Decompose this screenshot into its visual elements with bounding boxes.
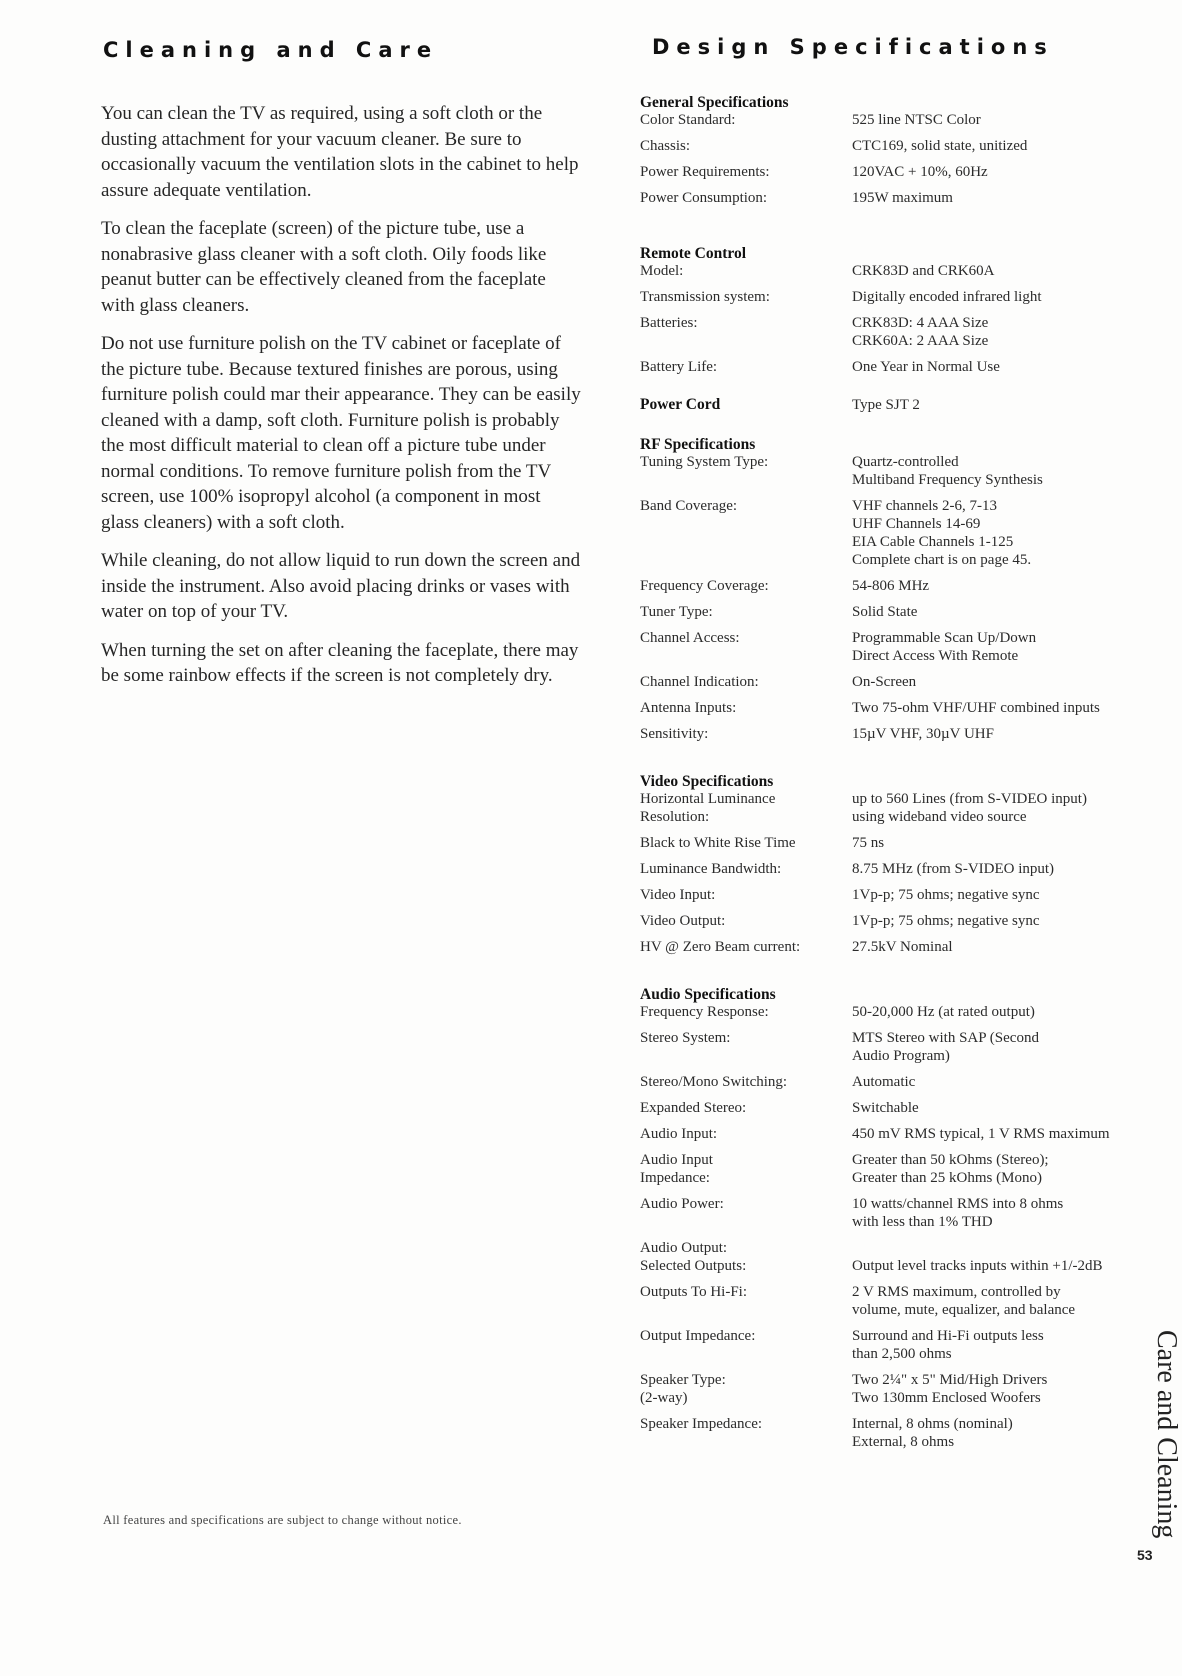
spec-label: Chassis:: [640, 138, 691, 154]
spec-label: Channel Access:: [640, 630, 740, 646]
spec-value: Switchable: [852, 1100, 919, 1116]
spec-row: [640, 1327, 1160, 1363]
spec-row: [640, 497, 1160, 569]
spec-value: 15µV VHF, 30µV UHF: [852, 726, 994, 742]
spec-label: Output Impedance:: [640, 1328, 756, 1344]
spec-value: VHF channels 2-6, 7-13 UHF Channels 14-69 EIA Cable Channels 1-125 Complete chart is on page 45.: [852, 498, 1032, 568]
spec-label: Batteries:: [640, 315, 698, 331]
section-title: Video Specifications: [640, 773, 774, 790]
spec-label: Frequency Coverage:: [640, 578, 769, 594]
spec-row: [640, 577, 1160, 595]
spec-label: Luminance Bandwidth:: [640, 861, 782, 877]
spec-value: Two 2¼" x 5" Mid/High Drivers Two 130mm Enclosed Woofers: [852, 1372, 1048, 1406]
spec-row: [640, 860, 1160, 878]
spec-value: 525 line NTSC Color: [852, 112, 981, 128]
spec-value: Greater than 50 kOhms (Stereo); Greater than 25 kOhms (Mono): [852, 1152, 1049, 1186]
section-title: General Specifications: [640, 94, 789, 111]
spec-row: [640, 189, 1160, 207]
spec-row: [640, 912, 1160, 930]
section-title: Audio Specifications: [640, 986, 776, 1003]
spec-value: Solid State: [852, 604, 918, 620]
spec-label: Speaker Impedance:: [640, 1416, 763, 1432]
spec-value: 50-20,000 Hz (at rated output): [852, 1004, 1035, 1020]
spec-label: Tuning System Type:: [640, 454, 769, 470]
cleaning-care-text: [101, 101, 583, 702]
spec-row: [640, 629, 1160, 665]
spec-row: [640, 886, 1160, 904]
section-side-tab: Care and Cleaning: [1151, 1330, 1182, 1539]
spec-row: [640, 453, 1160, 489]
cleaning-paragraph: To clean the faceplate (screen) of the picture tube, use a nonabrasive glass cleaner with a soft cloth. Oily foods like peanut butter can be effectively cleaned from the faceplate with glass cleaners.: [101, 218, 547, 316]
spec-value: 195W maximum: [852, 190, 953, 206]
power-cord-section: [640, 396, 1160, 414]
spec-label: Video Input:: [640, 887, 716, 903]
spec-label: Video Output:: [640, 913, 726, 929]
spec-row: [640, 1151, 1160, 1187]
spec-label: Model:: [640, 263, 684, 279]
spec-value: CRK83D: 4 AAA Size CRK60A: 2 AAA Size: [852, 315, 989, 349]
page-number: 53: [1137, 1547, 1153, 1563]
spec-value: 10 watts/channel RMS into 8 ohms with less than 1% THD: [852, 1196, 1064, 1230]
spec-value: 27.5kV Nominal: [852, 939, 953, 955]
spec-row: [640, 163, 1160, 181]
spec-value: One Year in Normal Use: [852, 359, 1000, 375]
spec-row: [640, 1125, 1160, 1143]
cleaning-paragraph: You can clean the TV as required, using a soft cloth or the dusting attachment for your vacuum cleaner. Be sure to occasionally vacuum the ventilation slots in the cabinet to help assure adequate ventilation.: [101, 103, 579, 201]
rf-specifications-section: [640, 436, 1160, 743]
footnote: All features and specifications are subject to change without notice.: [103, 1513, 462, 1527]
spec-label: Black to White Rise Time: [640, 835, 796, 851]
specifications-table: [640, 94, 1160, 1459]
spec-label: Battery Life:: [640, 359, 718, 375]
spec-value: On-Screen: [852, 674, 917, 690]
spec-row: [640, 1195, 1160, 1231]
spec-value: Quartz-controlled Multiband Frequency Synthesis: [852, 454, 1043, 488]
spec-value: Two 75-ohm VHF/UHF combined inputs: [852, 700, 1100, 716]
spec-value: Surround and Hi-Fi outputs less than 2,500 ohms: [852, 1328, 1044, 1362]
spec-value: 120VAC + 10%, 60Hz: [852, 164, 988, 180]
spec-label: Antenna Inputs:: [640, 700, 737, 716]
spec-value: CRK83D and CRK60A: [852, 263, 995, 279]
spec-label: Color Standard:: [640, 112, 736, 128]
spec-row: [640, 938, 1160, 956]
spec-row: [640, 1099, 1160, 1117]
spec-row: [640, 314, 1160, 350]
spec-row: [640, 1029, 1160, 1065]
spec-label: Channel Indication:: [640, 674, 759, 690]
spec-row: [640, 262, 1160, 280]
section-title: Power Cord: [640, 396, 721, 413]
cleaning-care-heading: Cleaning and Care: [103, 38, 439, 62]
spec-row: [640, 358, 1160, 376]
spec-label: Band Coverage:: [640, 498, 738, 514]
spec-row: [640, 1073, 1160, 1091]
spec-row: [640, 790, 1160, 826]
spec-label: Audio Input:: [640, 1126, 718, 1142]
video-specifications-section: [640, 773, 1160, 956]
spec-value: Type SJT 2: [852, 397, 920, 413]
section-title: RF Specifications: [640, 436, 756, 453]
spec-label: Stereo System:: [640, 1030, 731, 1046]
spec-label: Expanded Stereo:: [640, 1100, 747, 1116]
spec-row: [640, 396, 1160, 414]
spec-row: [640, 1003, 1160, 1021]
spec-row: [640, 1371, 1160, 1407]
spec-value: 1Vp-p; 75 ohms; negative sync: [852, 913, 1040, 929]
spec-value: Internal, 8 ohms (nominal) External, 8 ohms: [852, 1416, 1013, 1450]
spec-value: 1Vp-p; 75 ohms; negative sync: [852, 887, 1040, 903]
spec-row: [640, 699, 1160, 717]
cleaning-paragraph: When turning the set on after cleaning the faceplate, there may be some rainbow effects if the screen is not completely dry.: [101, 639, 579, 686]
spec-value: 54-806 MHz: [852, 578, 930, 594]
spec-label: Stereo/Mono Switching:: [640, 1074, 788, 1090]
spec-row: [640, 1415, 1160, 1451]
spec-row: [640, 1239, 1160, 1275]
spec-label: Power Consumption:: [640, 190, 768, 206]
cleaning-paragraph: Do not use furniture polish on the TV cabinet or faceplate of the picture tube. Because textured finishes are porous, using furniture polish could mar their appearance. They can be easily cleaned with a damp, soft cloth. Furniture polish is probably the most difficult material to clean off a picture tube under normal conditions. To remove furniture polish from the TV screen, use 100% isopropyl alcohol (a component in most glass cleaners) with a soft cloth.: [101, 333, 581, 533]
spec-value: 75 ns: [852, 835, 885, 851]
spec-label: Outputs To Hi-Fi:: [640, 1284, 748, 1300]
spec-value: Digitally encoded infrared light: [852, 289, 1042, 305]
spec-value: MTS Stereo with SAP (Second Audio Program): [852, 1030, 1039, 1064]
spec-row: [640, 725, 1160, 743]
spec-label: Audio Power:: [640, 1196, 724, 1212]
spec-label: Frequency Response:: [640, 1004, 769, 1020]
spec-label: Horizontal Luminance Resolution:: [640, 791, 776, 825]
design-specifications-heading: Design Specifications: [652, 35, 1054, 59]
spec-label: Sensitivity:: [640, 726, 709, 742]
spec-row: [640, 111, 1160, 129]
spec-label: Power Requirements:: [640, 164, 770, 180]
spec-row: [640, 137, 1160, 155]
spec-label: Tuner Type:: [640, 604, 713, 620]
remote-control-section: [640, 245, 1160, 376]
spec-label: Transmission system:: [640, 289, 770, 305]
cleaning-paragraph: While cleaning, do not allow liquid to run down the screen and inside the instrument. Also avoid placing drinks or vases with water on top of your TV.: [101, 550, 581, 622]
spec-value: Automatic: [852, 1074, 916, 1090]
spec-label: Speaker Type: (2-way): [640, 1372, 726, 1406]
spec-label: Audio Output: Selected Outputs:: [640, 1240, 747, 1274]
spec-row: [640, 603, 1160, 621]
spec-value: 8.75 MHz (from S-VIDEO input): [852, 861, 1055, 877]
spec-value: 450 mV RMS typical, 1 V RMS maximum: [852, 1126, 1110, 1142]
spec-row: [640, 1283, 1160, 1319]
spec-value: up to 560 Lines (from S-VIDEO input) using wideband video source: [852, 791, 1087, 825]
section-title: Remote Control: [640, 245, 747, 262]
spec-value: CTC169, solid state, unitized: [852, 138, 1028, 154]
spec-row: [640, 288, 1160, 306]
spec-row: [640, 834, 1160, 852]
spec-value: 2 V RMS maximum, controlled by volume, mute, equalizer, and balance: [852, 1284, 1076, 1318]
spec-label: HV @ Zero Beam current:: [640, 939, 801, 955]
spec-value: Programmable Scan Up/Down Direct Access With Remote: [852, 630, 1037, 664]
spec-value: Output level tracks inputs within +1/-2dB: [852, 1258, 1103, 1274]
general-specifications-section: [640, 94, 1160, 207]
spec-label: Audio Input Impedance:: [640, 1152, 713, 1186]
audio-specifications-section: [640, 986, 1160, 1451]
spec-row: [640, 673, 1160, 691]
